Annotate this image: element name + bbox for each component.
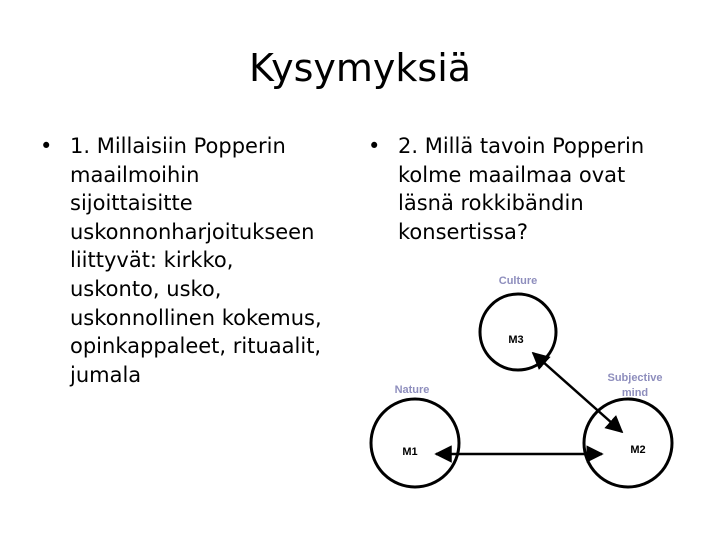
arrow-m3-m2: [533, 353, 622, 432]
node-m2: M2: [630, 444, 646, 456]
label-subjective-mind-line2: mind: [621, 387, 649, 399]
m1-circle: [371, 399, 459, 487]
bullet-marker: •: [40, 134, 53, 158]
question-2: [368, 132, 708, 246]
m2-circle: [584, 399, 672, 487]
three-worlds-diagram: [360, 262, 690, 502]
label-nature: Nature: [394, 384, 430, 396]
label-culture: Culture: [498, 275, 538, 287]
question-2-text: 2. Millä tavoin Popperin kolme maailmaa ovat läsnä rokkibändin konsertissa?: [398, 134, 645, 244]
slide-title: Kysymyksiä: [248, 46, 472, 90]
label-subjective-mind-line1: Subjective: [607, 372, 663, 384]
right-column: [368, 132, 708, 246]
question-1: [40, 132, 360, 389]
node-m3: M3: [508, 334, 524, 346]
question-1-text: 1. Millaisiin Popperin maailmoihin sijoittaisitte uskonnonharjoitukseen liittyvät: kirkko, uskonto, usko, uskonnollinen kokemus, opinkappaleet, rituaalit, jumala: [70, 134, 322, 387]
left-column: [40, 132, 360, 389]
node-m1: M1: [402, 446, 418, 458]
bullet-marker: •: [368, 134, 381, 158]
m3-circle: [480, 294, 556, 370]
